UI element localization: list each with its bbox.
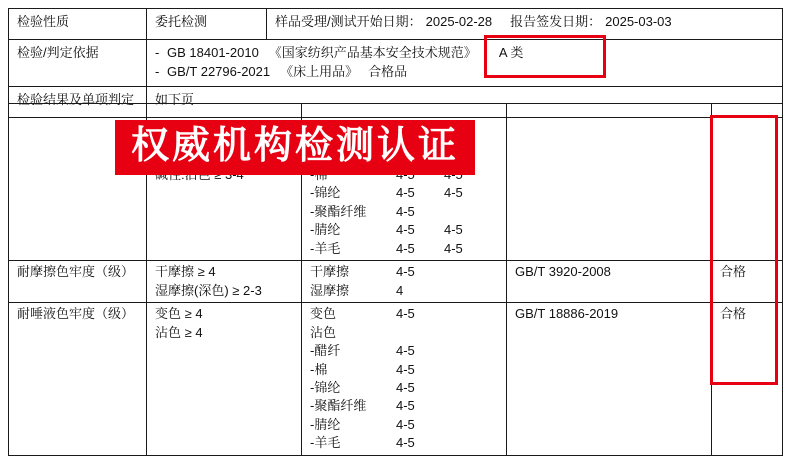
results-label: 检验结果及单项判定 [9, 86, 147, 117]
result-line [310, 416, 500, 434]
result-line-label: -聚酯纤维 [310, 398, 367, 414]
issue-date-label: 报告签发日期： [510, 14, 602, 29]
accept-date-value: 2025-02-28 [425, 14, 493, 29]
report-header-table [8, 8, 783, 118]
dash-mark: - [155, 63, 160, 79]
result-line-v1: 4-5 [396, 416, 415, 432]
result-line-v1: 4 [396, 282, 404, 298]
result-line-v1: 4-5 [396, 203, 415, 219]
result-line-label: 变色 [310, 306, 337, 322]
result-value [302, 303, 507, 456]
result-judgement: 合格 [712, 261, 783, 303]
result-line-label: 沾色 [310, 324, 337, 340]
result-line [310, 203, 500, 221]
requirement-line: 变色 ≥ 4 [155, 306, 203, 322]
result-requirement [147, 303, 302, 456]
result-standard [507, 104, 712, 261]
result-item: 耐唾液色牢度（级） [9, 303, 147, 456]
result-line [310, 361, 500, 379]
result-line-v1: 4-5 [396, 306, 415, 322]
result-line-v1: 4-5 [396, 222, 415, 238]
criteria-grade: 合格品 [368, 63, 408, 79]
criteria-label: 检验/判定依据 [9, 40, 147, 87]
result-line [310, 342, 500, 360]
result-line-v1 [396, 324, 444, 342]
result-line-label: -腈纶 [310, 416, 341, 432]
result-line [310, 305, 500, 323]
result-judgement: 合格 [712, 303, 783, 456]
results-value: 如下页 [147, 86, 783, 117]
requirement-line: 沾色 ≥ 4 [155, 324, 203, 340]
result-line [310, 263, 500, 281]
inspection-nature-label: 检验性质 [9, 9, 147, 40]
inspection-nature-value: 委托检测 [147, 9, 267, 40]
result-line-label: 干摩擦 [310, 264, 350, 280]
criteria-name: 《国家纺织产品基本安全技术规范》 [268, 45, 477, 60]
table-row [9, 261, 783, 303]
result-line-v1: 4-5 [396, 185, 415, 201]
result-standard: GB/T 3920-2008 [507, 261, 712, 303]
result-line-label: -羊毛 [310, 240, 341, 256]
table-row [9, 303, 783, 456]
result-line [310, 397, 500, 415]
result-line-label: -醋纤 [310, 343, 341, 359]
issue-date-value: 2025-03-03 [605, 14, 672, 29]
result-line [310, 184, 500, 202]
result-line-v2: 4-5 [444, 222, 463, 238]
result-line [310, 324, 500, 342]
date-cell [267, 9, 783, 40]
criteria-grade: A 类 [498, 45, 524, 60]
criteria-code: GB/T 22796-2021 [167, 63, 271, 79]
result-line [310, 379, 500, 397]
result-line-v2: 4-5 [444, 240, 463, 256]
criteria-code: GB 18401-2010 [167, 45, 259, 60]
result-value [302, 261, 507, 303]
result-line-v1: 4-5 [396, 240, 415, 256]
result-line-label: -聚酯纤维 [310, 203, 367, 219]
result-standard: GB/T 18886-2019 [507, 303, 712, 456]
requirement-line: 湿摩擦(深色) ≥ 2-3 [155, 282, 262, 298]
criteria-line-1 [155, 44, 776, 63]
result-judgement [712, 104, 783, 261]
result-item: 耐摩擦色牢度（级） [9, 261, 147, 303]
result-line-v1: 4-5 [396, 361, 415, 377]
accept-date-label: 样品受理/测试开始日期： [275, 14, 422, 29]
criteria-value [147, 40, 783, 87]
result-line-label: -羊毛 [310, 435, 341, 451]
result-line [310, 221, 500, 239]
result-line-v1: 4-5 [396, 264, 415, 280]
result-line-v1: 4-5 [396, 379, 415, 395]
criteria-line-2 [155, 63, 776, 82]
requirement-line: 干摩擦 ≥ 4 [155, 264, 216, 280]
result-line-v1: 4-5 [396, 435, 415, 451]
result-line-label: 湿摩擦 [310, 282, 350, 298]
result-line-label: -锦纶 [310, 185, 341, 201]
result-line [310, 240, 500, 258]
watermark-banner: 权威机构检测认证 [115, 120, 475, 175]
result-requirement [147, 261, 302, 303]
criteria-name: 《床上用品》 [280, 63, 359, 79]
result-line-label: -锦纶 [310, 379, 341, 395]
result-line-v2: 4-5 [444, 185, 463, 201]
result-line-label: -腈纶 [310, 222, 341, 238]
table-row [9, 9, 783, 40]
result-line-v1: 4-5 [396, 398, 415, 414]
result-line [310, 282, 500, 300]
result-line [310, 434, 500, 452]
dash-mark: - [155, 45, 160, 60]
result-line-label: -棉 [310, 361, 328, 377]
result-line-v1: 4-5 [396, 343, 415, 359]
table-row [9, 40, 783, 87]
